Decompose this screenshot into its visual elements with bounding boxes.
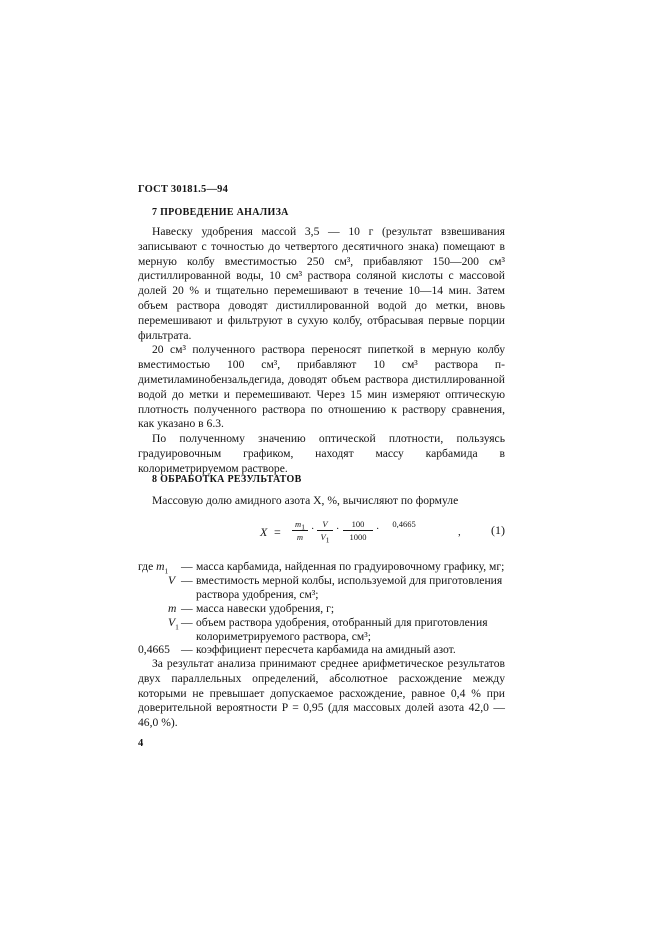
formula-fraction-mass: $m_1$ m (292, 518, 308, 543)
section-8-intro (138, 494, 505, 509)
formula-fraction-scale: 100 1000 (343, 518, 373, 543)
formula-comma: , (458, 526, 461, 538)
formula-equals: = (274, 525, 281, 539)
section-7-body (138, 225, 505, 477)
definition-row: V — вместимость мерной колбы, используемой для приготовления раствора удобрения, см³; (138, 574, 505, 602)
definition-text: объем раствора удобрения, отобранный для приготовления колориметрируемого раствора, см³; (196, 615, 488, 643)
formula-intro: Массовую долю амидного азота X, %, вычисляют по формуле (152, 494, 459, 507)
section-7-title: 7 ПРОВЕДЕНИЕ АНАЛИЗА (152, 207, 289, 218)
paragraph-result: За результат анализа принимают среднее арифметическое результатов двух параллельных определений, абсолютное расхождение между которыми не превышает допускаемое расхождение, равное 0,4 % при доверительной вероятности P = 0,95 (для массовых долей азота 42,0 — 46,0 %). (138, 657, 505, 730)
paragraph-calibration: По полученному значению оптической плотности, пользуясь градуировочным графиком, находят массу карбамида в колориметрируемом растворе. (138, 432, 505, 475)
definition-row: $V_1$ — объем раствора удобрения, отобранный для приготовления колориметрируемого раствора, см³; (138, 616, 505, 644)
definition-text: масса карбамида, найденная по градуировочному графику, мг; (196, 560, 505, 573)
definition-row: 0,4665 — коэффициент пересчета карбамида на амидный азот. (138, 643, 505, 657)
page-number: 4 (138, 738, 144, 749)
section-8-title: 8 ОБРАБОТКА РЕЗУЛЬТАТОВ (152, 474, 302, 485)
standard-id: ГОСТ 30181.5—94 (138, 184, 229, 195)
definition-row: где $m_1$ — масса карбамида, найденная по градуировочному графику, мг; (138, 560, 505, 576)
formula-lhs: X (260, 525, 268, 539)
definition-row: m — масса навески удобрения, г; (138, 602, 505, 616)
definition-text: вместимость мерной колбы, используемой для приготовления раствора удобрения, см³; (196, 573, 503, 601)
formula-factor: 0,4665 (392, 519, 416, 529)
definition-text: масса навески удобрения, г; (196, 601, 335, 615)
section-8-conclusion (138, 657, 505, 731)
paragraph-weighing: Навеску удобрения массой 3,5 — 10 г (результат взвешивания записывают с точностью до четвертого десятичного знака) помещают в мерную колбу вместимостью 250 см³, прибавляют 150—200 см³ дистиллированной воды, 10 см³ раствора соляной кислоты с массовой долей 20 % и тщательно перемешивают в течение 10—14 мин. Затем объем раствора доводят дистиллированной водой до метки, вновь перемешивают и фильтруют в сухую колбу, отбрасывая первые порции фильтрата. (138, 225, 505, 342)
variable-definitions (138, 560, 505, 657)
formula-fraction-volume: V $V_1$ (317, 518, 333, 543)
definition-text: коэффициент пересчета карбамида на амидный азот. (196, 643, 456, 657)
formula: X = $m_1$ m · V $V_1$ · 100 1000 · 0,4665 , (1) (260, 519, 505, 545)
formula-number: (1) (491, 523, 505, 537)
paragraph-aliquot: 20 см³ полученного раствора переносят пипеткой в мерную колбу вместимостью 100 см³, прибавляют 10 см³ раствора п-диметиламинобензальдегида, доводят объем раствора дистиллированной водой до метки и перемешивают. Через 15 мин измеряют оптическую плотность полученного раствора по отношению к раствору сравнения, как указано в 6.3. (138, 343, 505, 431)
